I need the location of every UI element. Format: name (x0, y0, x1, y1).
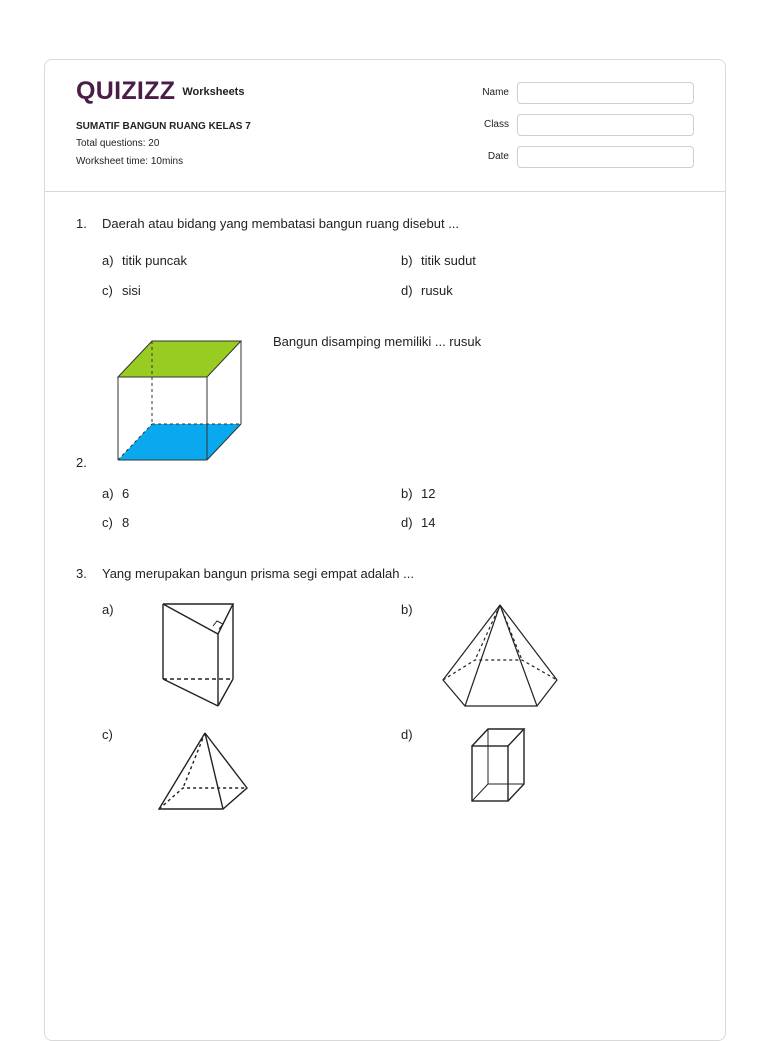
quizizz-logo (76, 79, 244, 104)
question-3-number: 3. (76, 566, 87, 581)
worksheet-header (45, 60, 725, 192)
pentagonal-pyramid-figure (440, 602, 560, 710)
option-text: titik puncak (122, 253, 188, 268)
question-3-option-c[interactable] (102, 727, 122, 742)
worksheet-time: Worksheet time: 10mins (76, 156, 184, 167)
class-label: Class (483, 119, 509, 130)
class-field[interactable] (517, 114, 694, 136)
question-3-option-b[interactable] (401, 602, 421, 617)
square-pyramid-figure (157, 730, 251, 812)
question-2-number: 2. (76, 455, 87, 470)
option-letter: c) (102, 283, 113, 298)
date-label: Date (487, 151, 509, 162)
question-3-option-d[interactable] (401, 727, 421, 742)
option-text: 14 (421, 515, 436, 530)
question-1-text: Daerah atau bidang yang membatasi bangun ruang disebut ... (102, 216, 460, 231)
option-text: 12 (421, 486, 436, 501)
option-letter: a) (102, 602, 114, 617)
question-2-option-d[interactable] (401, 515, 435, 530)
question-1-option-a[interactable] (102, 253, 187, 268)
date-field[interactable] (517, 146, 694, 168)
question-2-option-a[interactable] (102, 486, 129, 501)
name-label: Name (482, 87, 509, 98)
question-3-text: Yang merupakan bangun prisma segi empat adalah ... (102, 566, 414, 581)
option-letter: d) (401, 515, 413, 530)
cube-figure (115, 338, 245, 462)
option-letter: a) (102, 486, 114, 501)
worksheet-sheet (44, 59, 726, 1041)
question-2-text: Bangun disamping memiliki ... rusuk (273, 334, 482, 349)
question-2-option-c[interactable] (102, 515, 129, 530)
option-text: rusuk (421, 283, 453, 298)
option-letter: d) (401, 283, 413, 298)
question-1-option-b[interactable] (401, 253, 476, 268)
option-letter: c) (102, 515, 113, 530)
question-2-option-b[interactable] (401, 486, 435, 501)
question-1-option-c[interactable] (102, 283, 141, 298)
rectangular-prism-figure (469, 727, 529, 803)
option-letter: b) (401, 602, 413, 617)
option-letter: b) (401, 486, 413, 501)
option-text: 6 (122, 486, 130, 501)
option-letter: b) (401, 253, 413, 268)
option-letter: d) (401, 727, 413, 742)
option-letter: a) (102, 253, 114, 268)
option-text: sisi (122, 283, 141, 298)
option-text: titik sudut (421, 253, 476, 268)
triangular-prism-figure (157, 600, 239, 710)
logo-wordmark: QUIZIZZ (76, 77, 176, 105)
cube-top-face (118, 341, 241, 377)
question-1-option-d[interactable] (401, 283, 453, 298)
option-text: 8 (122, 515, 130, 530)
question-3-option-a[interactable] (102, 602, 122, 617)
total-questions: Total questions: 20 (76, 138, 160, 149)
cube-bottom-face (118, 424, 241, 460)
name-field[interactable] (517, 82, 694, 104)
option-letter: c) (102, 727, 113, 742)
worksheet-title: SUMATIF BANGUN RUANG KELAS 7 (76, 121, 251, 132)
question-1-number: 1. (76, 216, 87, 231)
logo-subtitle: Worksheets (182, 86, 245, 98)
